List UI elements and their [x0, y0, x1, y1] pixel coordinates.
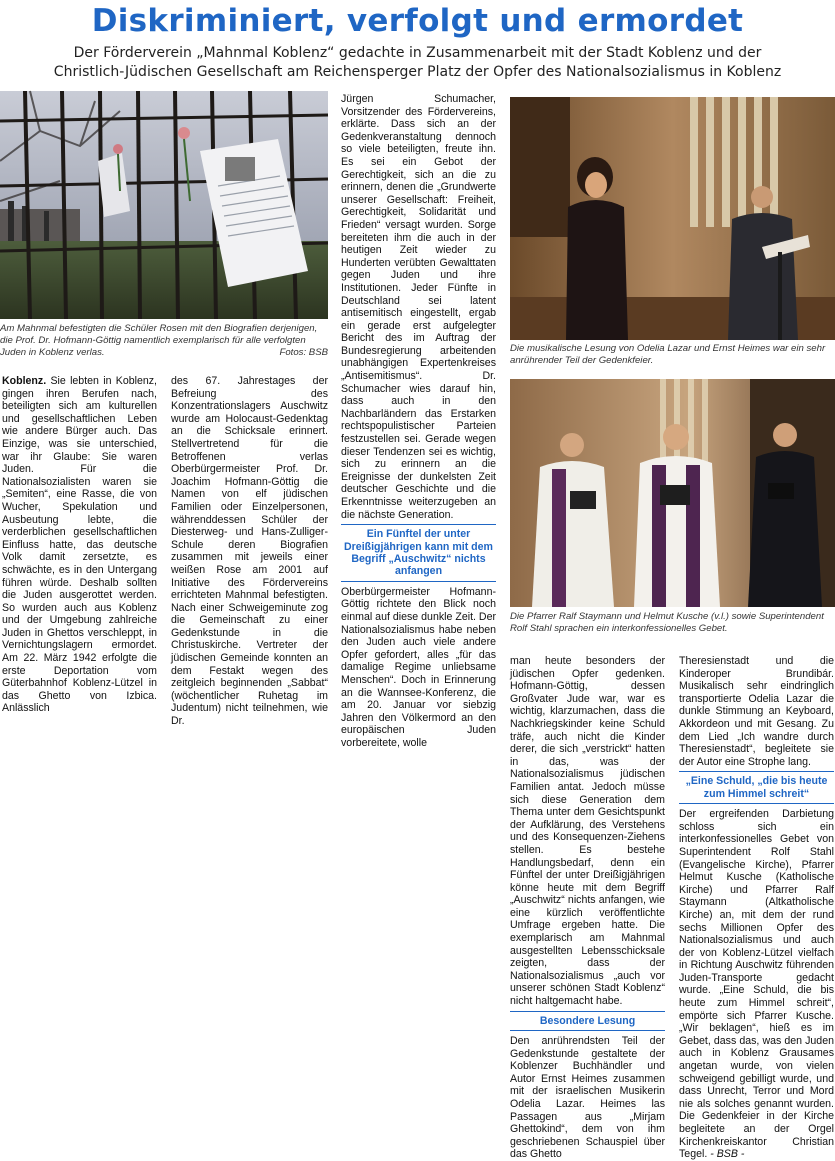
- col4-text-1: man heute besonders der jüdischen Opfer gedenken. Hofmann-Göttig, dessen Großvater Jude war, war es wichtig, klarzumachen, dass die Nachkriegskinder keine Schuld träfe, auch nicht die Kinder derer, die sich „verstrickt“ hatten in das, was der Nationalsozialismus jüdischen Familien antat. Jedoch müsse sich diese Generation dem Thema unter dem Gesichtspunkt der Aufklärung, des Verstehens und des Konsequenzen-Ziehens stellen. Es bestehe Handlungsbedarf, denn ein Fünftel der unter Dreißigjährigen könne heute mit dem Begriff „Auschwitz“ nichts anfangen, wie eine kürzlich veröffentlichte Umfrage ergeben hatte. Die exemplarisch am Mahnmal ausgestellten Lebensschicksale zeigten, dass der Nationalsozialismus „auch vor unserer schönen Stadt Koblenz“ nicht haltgemacht habe.: [510, 655, 665, 1008]
- col3-text-2: Oberbürgermeister Hofmann-Göttig richtete den Blick noch einmal auf diese dunkle Zeit. Der Nationalsozialismus habe neben den Juden auch viele andere Opfer gefordert, alles „für das damalige Regime unliebsame Menschen“. Doch in Erinnerung an die Wannsee-Konferenz, die am 20. Januar vor siebzig Jahren den Völkermord an den europäischen Juden vorbereitete, wolle: [341, 585, 496, 749]
- photo-credit: Fotos: BSB: [279, 346, 328, 358]
- article-column-3: [341, 93, 496, 749]
- col5-text-2: Der ergreifenden Darbietung schloss sich ein interkonfessionelles Gebet von Superintendent Rolf Stahl (Evangelische Kirche), Pfarrer Helmut Kusche (Katholische Kirche) und Pfarrer Ralf Staymann (Altkatholische Kirche) an, mit dem der rund sechs Millionen Opfer des Nationalsozialismus und auch der von Koblenz-Lützel vielfach in Richtung Auschwitz führenden Juden-Transporte gedacht wurde. „Eine Schuld, die bis heute zum Himmel schreit“, empörte sich Pfarrer Kusche. „Wir beklagen“, hieß es im Gebet, dass das, was den Juden auch in Koblenz Grausames angetan wurde, von vielen schweigend gebilligt wurde, und dass Unrecht, Terror und Mord nie als solches genannt wurden. Die Gedenkfeier in der Kirche begleitete an der Orgel Kirchenkreiskantor Christian Tegel.: [679, 808, 834, 1161]
- subtitle-besondere-lesung: Besondere Lesung: [510, 1011, 665, 1031]
- col2-text: des 67. Jahrestages der Befreiung des Konzentrationslagers Auschwitz wurde am Holocaust-Gedenktag an die Schicksale erinnert. Stellvertretend für die Betroffenen verlas Oberbürgermeister Prof. Dr. Joachim Hofmann-Göttig die Namen von elf jüdischen Familien oder Einzelpersonen, währenddessen Schüler der Diesterweg- und Hans-Zulliger-Schule deren Biografien zusammen mit jeweils einer weißen Rose am 2001 auf Initiative des Fördervereins errichteten Mahnmal befestigten. Nach einer Schweigeminute zog die Gemeinschaft zu einer Gedenkstunde in die Christuskirche. Vertreter der jüdischen Gemeinde konnten an dem Festakt wegen des zeitgleich beginnenden „Sabbat“ (wöchentlicher Ruhetag im Judentum) nicht teilnehmen, wie Dr.: [171, 375, 328, 728]
- subheadline: [0, 44, 835, 82]
- memorial-photo-caption: [0, 323, 328, 358]
- musical-reading-caption: Die musikalische Lesung von Odelia Lazar und Ernst Heimes war ein sehr anrührender Teil der Gedenkfeier.: [510, 343, 826, 366]
- article-column-4: [510, 655, 665, 1161]
- author-signature: - BSB -: [710, 1148, 745, 1161]
- subtitle-fuenftel: Ein Fünftel der unter Dreißigjährigen kann mit dem Begriff „Auschwitz“ nichts anfangen: [341, 524, 496, 582]
- article-column-5: [679, 655, 834, 1161]
- headline: Diskriminiert, verfolgt und ermordet: [91, 3, 744, 39]
- col4-text-2: Den anrührendsten Teil der Gedenkstunde gestaltete der Koblenzer Buchhändler und Autor Ernst Heimes zusammen mit der israelischen Musikerin Odelia Lazar. Heimes las Passagen aus „Mirjam Ghettokind“, dem von ihm geschriebenen Schauspiel über das Ghetto: [510, 1035, 665, 1161]
- subtitle-eine-schuld: „Eine Schuld, „die bis heute zum Himmel schreit“: [679, 771, 834, 804]
- clergy-photo: [510, 379, 835, 607]
- dateline: Koblenz.: [2, 375, 47, 387]
- subhead-line-2: Christlich-Jüdischen Gesellschaft am Reichensperger Platz der Opfer des Nationalsozialismus in Koblenz: [53, 64, 782, 80]
- clergy-caption: Die Pfarrer Ralf Staymann und Helmut Kusche (v.l.) sowie Superintendent Rolf Stahl sprachen ein interkonfessionelles Gebet.: [510, 611, 824, 634]
- col3-text-1: Jürgen Schumacher, Vorsitzender des Fördervereins, erklärte. Dass sich an der Gedenkveranstaltung dennoch so viele beteiligten, freute ihn. Es sei ein Gebot der Gerechtigkeit, sich an die zu erinnern, denen die „Grundwerte unserer Gesellschaft: Freiheit, Gerechtigkeit, Solidarität und Frieden“ versagt wurden. Sorge bereiteten ihm die auch in der heutigen Zeit wieder zu Hunderten verübten Gewalttaten gegen Juden und ihre Institutionen. Jeder Fünfte in Deutschland sei latent antisemitisch eingestellt, ergab ein gerade erst aufgelegter Bericht des im Auftrag der Bundesregierung arbeitenden unabhängigen Expertenkreises „Antisemitismus“. Dr. Schumacher wies darauf hin, dass auch in den Nachbarländern das Erstarken rechtspopulistischer Parteien festzustellen sei. Gerade wegen dieser Tendenzen sei es wichtig, sich zu erinnern an die Ereignisse der dunkelsten Zeit deutscher Geschichte und die Erkenntnisse weiterzugeben an die nächste Generation.: [341, 93, 496, 521]
- article-column-1: [2, 375, 157, 715]
- col1-text: Sie lebten in Koblenz, gingen ihren Berufen nach, beteiligten sich am kulturellen und gesellschaftlichen Leben wie andere Bürger auch. Das Einzige, was sie unterschied, war ihr Glaube: Sie waren Juden. Für die Nationalsozialisten waren sie „Semiten“, eine Rasse, die von Wucher, Spekulation und Ausbeutung lebte, die verderblichen gesellschaftlichen Einfluss hatte, das deutsche Volk damit zersetzte, es schwächte, es in den Untergang führen würde. Deshalb sollten die Juden ausgerottet werden. So wurden auch aus Koblenz und der Umgebung zahlreiche Juden in Ghettos verschleppt, in Vernichtungslagern ermordet. Am 22. März 1942 erfolgte die erste Deportation vom Güterbahnhof Koblenz-Lützel in das Ghetto von Izbica. Anlässlich: [2, 375, 157, 715]
- memorial-photo: [0, 91, 328, 319]
- subhead-line-1: Der Förderverein „Mahnmal Koblenz“ gedachte in Zusammenarbeit mit der Stadt Koblenz und der: [73, 45, 762, 61]
- memorial-caption-text: Am Mahnmal befestigten die Schüler Rosen mit den Biografien derjenigen, die Prof. Dr. Hofmann-Göttig namentlich exemplarisch für alle verfolgten Juden in Koblenz verlas.: [0, 323, 318, 358]
- article-column-2: [171, 375, 328, 728]
- musical-reading-photo: [510, 97, 835, 340]
- col5-text-1: Theresienstadt und die Kinderoper Brundibár. Musikalisch sehr eindringlich transportierte Odelia Lazar die dunkle Stimmung an Keyboard, Akkordeon und mit Gesang. Zu dem Lied „Ich wandre durch Theresienstadt“, begleitete sie der Autor eine Strophe lang.: [679, 655, 834, 768]
